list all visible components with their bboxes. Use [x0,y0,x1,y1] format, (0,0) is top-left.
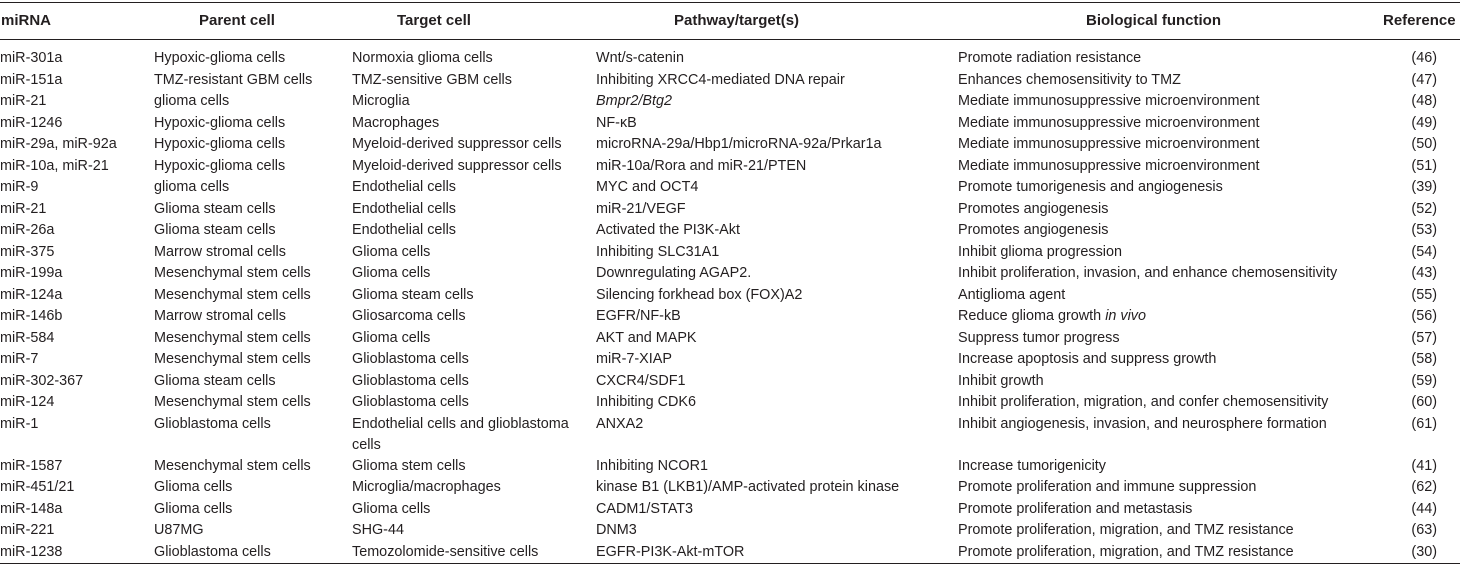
table-row [0,349,1460,371]
cell-parent-cell: Mesenchymal stem cells [154,351,311,367]
header-rule [0,39,1460,40]
cell-parent-cell: Mesenchymal stem cells [154,329,311,346]
table-row [0,371,1460,393]
cell-target-cell: Endothelial cells [352,222,456,238]
cell-parent-cell: Marrow stromal cells [154,308,286,324]
cell-biological-function: Mediate immunosuppressive microenvironment [958,136,1260,152]
table-row [0,456,1460,478]
cell-pathway: Inhibiting CDK6 [596,394,696,410]
header-reference: Reference [1383,12,1456,29]
cell-biological-function: Promotes angiogenesis [958,200,1109,217]
cell-target-cell: Microglia/macrophages [352,479,501,495]
cell-pathway: ANXA2 [596,415,644,432]
cell-target-cell: Macrophages [352,114,440,131]
cell-reference: (53) [1411,222,1437,238]
cell-pathway: miR-7-XIAP [596,351,672,367]
cell-target-cell: Glioma cells [352,500,431,517]
cell-parent-cell: Marrow stromal cells [154,243,286,260]
cell-biological-function: Enhances chemosensitivity to TMZ [958,71,1181,88]
table-row [0,263,1460,285]
cell-parent-cell: glioma cells [154,179,230,195]
cell-biological-function: Mediate immunosuppressive microenvironment [958,157,1260,174]
cell-mirna: miR-1587 [0,457,63,474]
cell-pathway: Inhibiting NCOR1 [596,457,708,474]
cell-mirna: miR-151a [0,71,63,88]
cell-target-cell: Glioblastoma cells [352,394,469,410]
cell-mirna: miR-9 [0,179,39,195]
cell-biological-function: Inhibit glioma progression [958,243,1122,260]
cell-target-cell: TMZ-sensitive GBM cells [352,71,512,88]
cell-biological-function: Promote radiation resistance [958,50,1142,66]
table-row [0,220,1460,242]
table-bottom-rule [0,563,1460,564]
header-biological-function: Biological function [1086,12,1221,29]
cell-mirna: miR-146b [0,308,63,324]
cell-mirna: miR-124 [0,394,55,410]
cell-biological-function: Inhibit proliferation, invasion, and enhance chemosensitivity [958,265,1338,281]
table-row [0,113,1460,135]
cell-parent-cell: glioma cells [154,93,230,109]
cell-reference: (59) [1411,372,1437,389]
cell-target-cell: Glioblastoma cells [352,372,469,389]
cell-biological-function: Promote tumorigenesis and angiogenesis [958,179,1223,195]
cell-reference: (46) [1411,50,1437,66]
table-row [0,414,1460,456]
cell-reference: (55) [1411,286,1437,303]
cell-target-cell: Endothelial cells [352,200,456,217]
cell-reference: (63) [1411,522,1437,538]
cell-mirna: miR-7 [0,351,39,367]
cell-mirna: miR-451/21 [0,479,75,495]
cell-parent-cell: Mesenchymal stem cells [154,265,311,281]
cell-pathway: Inhibiting SLC31A1 [596,243,720,260]
function-text: Reduce glioma growth [958,308,1102,324]
cell-pathway: AKT and MAPK [596,329,697,346]
cell-mirna: miR-21 [0,200,47,217]
table-row [0,499,1460,521]
cell-mirna: miR-199a [0,265,63,281]
table-row [0,242,1460,264]
cell-biological-function: Inhibit angiogenesis, invasion, and neurosphere formation [958,415,1327,432]
cell-mirna: miR-124a [0,286,63,303]
cell-pathway: kinase B1 (LKB1)/AMP-activated protein kinase [596,479,900,495]
cell-reference: (44) [1411,500,1437,517]
cell-target-cell: Glioma cells [352,265,431,281]
mirna-table [0,48,1460,563]
cell-pathway: EGFR-PI3K-Akt-mTOR [596,543,745,560]
cell-reference: (60) [1411,394,1437,410]
cell-mirna: miR-1238 [0,543,63,560]
cell-mirna: miR-584 [0,329,55,346]
cell-target-cell: Normoxia glioma cells [352,50,493,66]
cell-reference: (61) [1411,415,1437,432]
cell-mirna: miR-1 [0,415,39,432]
cell-target-cell: Myeloid-derived suppressor cells [352,136,562,152]
table-row [0,306,1460,328]
cell-biological-function: Promote proliferation and immune suppression [958,479,1257,495]
cell-biological-function: Mediate immunosuppressive microenvironment [958,93,1260,109]
cell-mirna: miR-221 [0,522,55,538]
cell-biological-function: Inhibit proliferation, migration, and confer chemosensitivity [958,394,1329,410]
table-row [0,520,1460,542]
table-top-rule [0,2,1460,3]
cell-pathway: CXCR4/SDF1 [596,372,686,389]
table-row [0,177,1460,199]
cell-parent-cell: Glioblastoma cells [154,415,271,432]
cell-reference: (56) [1411,308,1437,324]
table-body [0,48,1460,563]
cell-biological-function: Promote proliferation, migration, and TMZ resistance [958,543,1294,560]
cell-biological-function: Mediate immunosuppressive microenvironment [958,114,1260,131]
table-row [0,199,1460,221]
cell-target-cell: Glioblastoma cells [352,351,469,367]
cell-biological-function: Promotes angiogenesis [958,222,1109,238]
cell-pathway: Inhibiting XRCC4-mediated DNA repair [596,71,845,88]
cell-mirna: miR-1246 [0,114,63,131]
cell-reference: (41) [1411,457,1437,474]
cell-mirna: miR-21 [0,93,47,109]
cell-mirna: miR-29a, miR-92a [0,136,117,152]
table-row [0,134,1460,156]
cell-reference: (54) [1411,243,1437,260]
cell-mirna: miR-302-367 [0,372,84,389]
cell-pathway: NF-κB [596,114,637,131]
cell-target-cell: Glioma steam cells [352,286,474,303]
cell-biological-function: Increase apoptosis and suppress growth [958,351,1217,367]
cell-reference: (30) [1411,543,1437,560]
cell-reference: (43) [1411,265,1437,281]
cell-biological-function: Promote proliferation, migration, and TMZ resistance [958,522,1294,538]
cell-pathway: MYC and OCT4 [596,179,699,195]
cell-parent-cell: Glioma steam cells [154,200,276,217]
cell-parent-cell: Glioma steam cells [154,222,276,238]
cell-target-cell: Myeloid-derived suppressor cells [352,157,562,174]
header-parent-cell: Parent cell [199,12,275,29]
cell-pathway: Silencing forkhead box (FOX)A2 [596,286,803,303]
table-row [0,392,1460,414]
cell-parent-cell: Hypoxic-glioma cells [154,50,286,66]
cell-biological-function [958,306,1398,328]
cell-reference: (62) [1411,479,1437,495]
header-mirna: miRNA [1,12,52,29]
header-target-cell: Target cell [397,12,471,29]
table-row [0,328,1460,350]
cell-reference: (50) [1411,136,1437,152]
cell-pathway: EGFR/NF-kB [596,308,681,324]
cell-target-cell: Gliosarcoma cells [352,308,466,324]
cell-mirna: miR-375 [0,243,55,260]
cell-target-cell: Glioma cells [352,243,431,260]
cell-pathway: DNM3 [596,522,637,538]
cell-target-cell: SHG-44 [352,522,404,538]
cell-reference: (39) [1411,179,1437,195]
cell-parent-cell: Mesenchymal stem cells [154,394,311,410]
cell-target-cell: Endothelial cells and glioblastoma cells [352,415,569,453]
cell-reference: (47) [1411,71,1437,88]
cell-target-cell: Glioma cells [352,329,431,346]
cell-parent-cell: Hypoxic-glioma cells [154,157,286,174]
cell-parent-cell: Glioma cells [154,500,233,517]
cell-parent-cell: Glioblastoma cells [154,543,271,560]
cell-reference: (58) [1411,351,1437,367]
table-row [0,156,1460,178]
table-row [0,48,1460,70]
cell-pathway: microRNA-29a/Hbp1/microRNA-92a/Prkar1a [596,136,882,152]
cell-pathway: Activated the PI3K-Akt [596,222,740,238]
cell-pathway: miR-10a/Rora and miR-21/PTEN [596,157,807,174]
table-row [0,542,1460,564]
cell-parent-cell: Mesenchymal stem cells [154,457,311,474]
cell-mirna: miR-10a, miR-21 [0,157,109,174]
cell-biological-function: Inhibit growth [958,372,1044,389]
cell-biological-function: Increase tumorigenicity [958,457,1106,474]
cell-parent-cell: TMZ-resistant GBM cells [154,71,313,88]
cell-parent-cell: Hypoxic-glioma cells [154,136,286,152]
cell-target-cell: Microglia [352,93,410,109]
cell-target-cell: Glioma stem cells [352,457,466,474]
cell-reference: (49) [1411,114,1437,131]
cell-reference: (48) [1411,93,1437,109]
table-row [0,285,1460,307]
cell-reference: (57) [1411,329,1437,346]
cell-biological-function: Promote proliferation and metastasis [958,500,1193,517]
cell-parent-cell: Glioma cells [154,479,233,495]
table-row [0,91,1460,113]
cell-pathway: miR-21/VEGF [596,200,686,217]
cell-pathway: CADM1/STAT3 [596,500,694,517]
cell-pathway: Downregulating AGAP2. [596,265,752,281]
cell-target-cell: Endothelial cells [352,179,456,195]
cell-parent-cell: Hypoxic-glioma cells [154,114,286,131]
cell-biological-function: Suppress tumor progress [958,329,1120,346]
cell-biological-function: Antiglioma agent [958,286,1066,303]
cell-target-cell: Temozolomide-sensitive cells [352,543,539,560]
cell-parent-cell: U87MG [154,522,204,538]
cell-parent-cell: Mesenchymal stem cells [154,286,311,303]
cell-reference: (51) [1411,157,1437,174]
cell-parent-cell: Glioma steam cells [154,372,276,389]
table-row [0,70,1460,92]
table-row [0,477,1460,499]
cell-pathway: Bmpr2/Btg2 [596,93,672,109]
function-italic-text: in vivo [1105,308,1146,324]
cell-reference: (52) [1411,200,1437,217]
cell-mirna: miR-148a [0,500,63,517]
cell-mirna: miR-26a [0,222,55,238]
cell-mirna: miR-301a [0,50,63,66]
header-pathway: Pathway/target(s) [674,12,800,29]
cell-pathway: Wnt/s-catenin [596,50,684,66]
